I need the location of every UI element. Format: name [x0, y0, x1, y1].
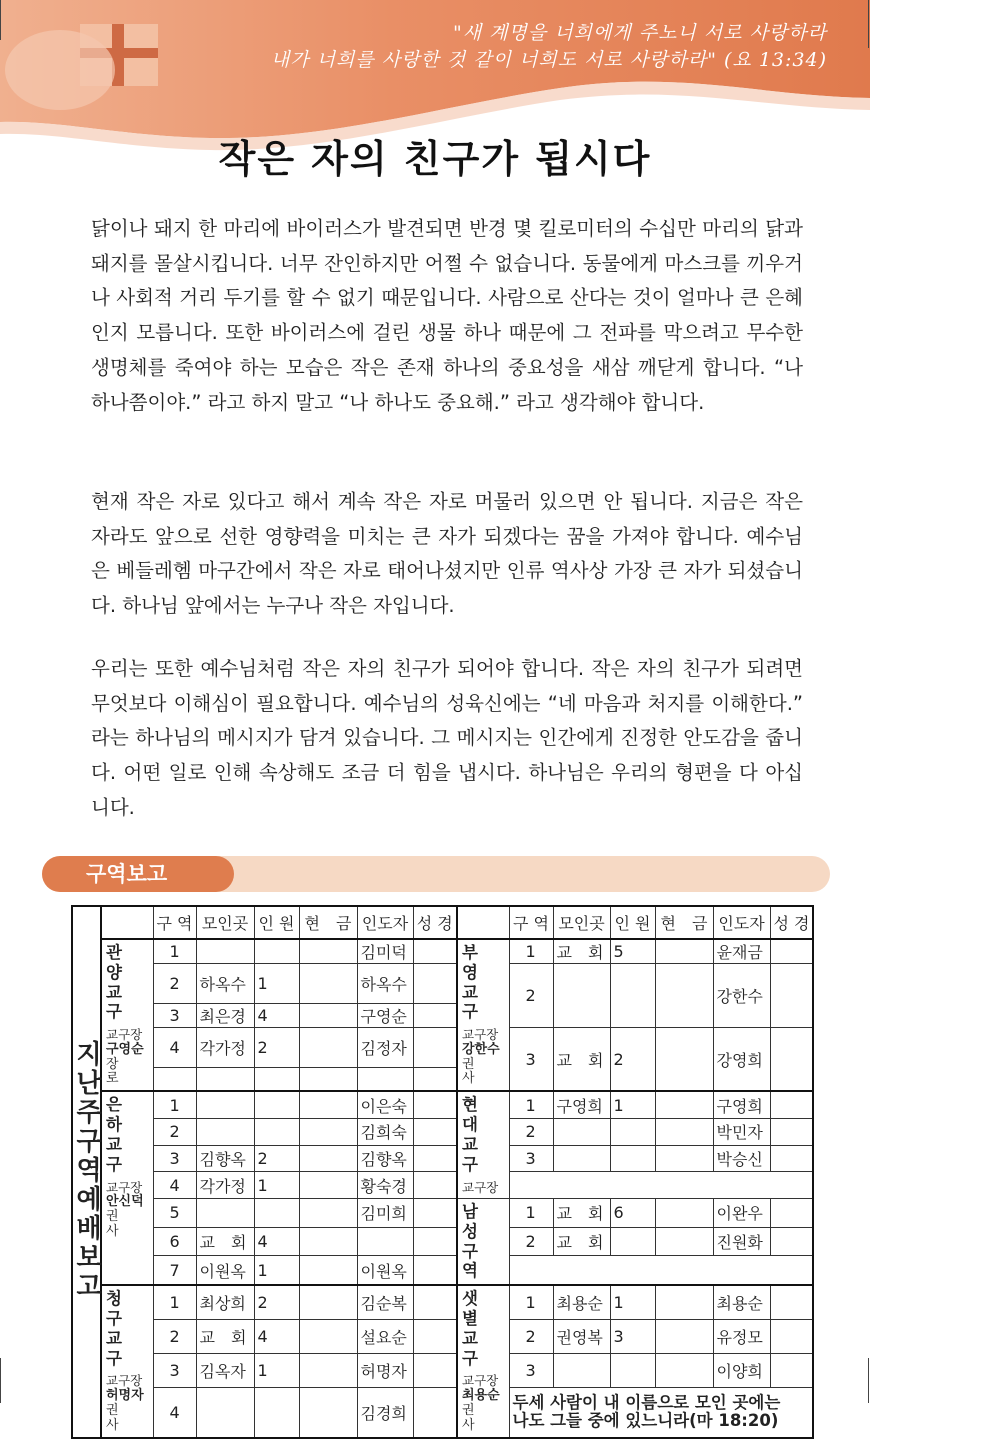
district-cell — [457, 939, 509, 1091]
left-cell-bible — [413, 1172, 457, 1199]
district-leader-name: 최용순 — [462, 1387, 500, 1403]
left-cell-bible — [413, 1028, 457, 1068]
left-cell-no: 3 — [153, 1353, 196, 1387]
page-title: 작은 자의 친구가 됩시다 — [218, 137, 652, 181]
left-cell-count: 1 — [254, 1256, 299, 1285]
table-row — [72, 1256, 813, 1285]
left-cell-money — [299, 1091, 357, 1118]
right-cell-count: 1 — [610, 1091, 655, 1118]
left-cell-count: 4 — [254, 1227, 299, 1256]
left-cell-no: 4 — [153, 1028, 196, 1068]
left-cell-guide: 하옥수 — [357, 964, 413, 1004]
bible-motto-line-2: 나도 그들 중에 있느니라(마 18:20) — [512, 1411, 779, 1431]
left-cell-guide: 김미희 — [357, 1198, 413, 1227]
district-name: 관 양 교 구 — [106, 943, 128, 1022]
left-cell-no: 7 — [153, 1256, 196, 1285]
right-cell-count: 6 — [610, 1198, 655, 1227]
left-cell-money — [299, 964, 357, 1004]
district-leader-rank: 권 사 — [106, 1208, 129, 1239]
column-header: 구 역 — [153, 906, 196, 939]
left-cell-count — [254, 1198, 299, 1227]
frame-line-right-top — [868, 0, 869, 48]
right-cell-place — [553, 964, 610, 1028]
left-cell-money — [299, 1227, 357, 1256]
district-leader-rank: 권 사 — [462, 1402, 485, 1433]
left-cell-guide: 김향옥 — [357, 1145, 413, 1172]
district-cell — [101, 1285, 153, 1437]
district-leader-title: 교구장 — [462, 1373, 499, 1389]
right-cell-count: 5 — [610, 939, 655, 964]
district-name: 샛 별 교 구 — [462, 1289, 484, 1368]
right-blank-row — [509, 1172, 813, 1199]
right-cell-guide: 진원화 — [713, 1227, 770, 1256]
column-header: 인도자 — [713, 906, 770, 939]
column-header: 인도자 — [357, 906, 413, 939]
right-cell-bible — [770, 1119, 813, 1146]
left-cell-money — [299, 939, 357, 964]
table-row — [72, 1091, 813, 1118]
district-cell — [457, 1198, 509, 1285]
district-leader-name: 허명자 — [106, 1387, 144, 1403]
left-cell-guide — [357, 1068, 413, 1092]
left-cell-money — [299, 1119, 357, 1146]
left-cell-bible — [413, 1119, 457, 1146]
left-cell-place: 김향옥 — [196, 1145, 254, 1172]
left-cell-place: 김옥자 — [196, 1353, 254, 1387]
left-cell-bible — [413, 1319, 457, 1353]
left-cell-place — [196, 1091, 254, 1118]
side-label-text: 지난주 구역예배보고 — [76, 1040, 102, 1303]
left-cell-bible — [413, 1004, 457, 1028]
body-paragraph-3: 우리는 또한 예수님처럼 작은 자의 친구가 되어야 합니다. 작은 자의 친구가 되려면 무엇보다 이해심이 필요합니다. 예수님의 성육신에는 “네 마음과 처지를 이해한다.” 라는 하나님의 메시지가 담겨 있습니다. 그 메시지는 인간에게 진정한 안도감을 줍니다. 어떤 일로 인해 속상해도 조금 더 힘을 냅시다. 하나님은 우리의 형편을 다 아십니다. — [91, 657, 803, 819]
frame-line-left-bottom — [0, 1358, 1, 1403]
district-leader-title: 교구장 — [106, 1027, 143, 1043]
left-cell-count — [254, 1119, 299, 1146]
right-cell-bible — [770, 1227, 813, 1256]
left-cell-money — [299, 1068, 357, 1092]
table-row — [72, 1227, 813, 1256]
district-name: 현 대 교 구 — [462, 1095, 484, 1174]
left-cell-money — [299, 1198, 357, 1227]
right-cell-no: 3 — [509, 1145, 553, 1172]
left-cell-money — [299, 1319, 357, 1353]
right-cell-money — [655, 1319, 713, 1353]
left-cell-count: 2 — [254, 1285, 299, 1319]
left-cell-count: 1 — [254, 1172, 299, 1199]
column-header: 현 금 — [655, 906, 713, 939]
right-cell-guide: 이완우 — [713, 1198, 770, 1227]
left-cell-guide: 이원옥 — [357, 1256, 413, 1285]
right-cell-no: 1 — [509, 1091, 553, 1118]
left-cell-place: 이원옥 — [196, 1256, 254, 1285]
right-cell-count — [610, 1353, 655, 1387]
right-cell-no: 3 — [509, 1028, 553, 1092]
district-leader-name: 강한수 — [462, 1041, 500, 1057]
left-cell-bible — [413, 1388, 457, 1438]
right-blank-row — [509, 1256, 813, 1285]
column-header: 구 역 — [509, 906, 553, 939]
right-cell-money — [655, 1145, 713, 1172]
right-cell-no: 1 — [509, 939, 553, 964]
right-cell-money — [655, 1353, 713, 1387]
district-cell — [457, 1285, 509, 1437]
district-leader-rank: 장 로 — [106, 1056, 129, 1087]
right-cell-guide: 이양희 — [713, 1353, 770, 1387]
left-cell-no: 4 — [153, 1388, 196, 1438]
left-cell-place — [196, 1119, 254, 1146]
right-cell-bible — [770, 1353, 813, 1387]
table-row — [72, 1145, 813, 1172]
left-cell-count — [254, 939, 299, 964]
right-cell-no: 2 — [509, 1227, 553, 1256]
left-cell-guide — [357, 1227, 413, 1256]
left-cell-guide: 김경희 — [357, 1388, 413, 1438]
bible-motto-line-1: 두세 사람이 내 이름으로 모인 곳에는 — [512, 1393, 781, 1413]
column-header: 인 원 — [610, 906, 655, 939]
district-cell — [101, 939, 153, 1091]
header-blank-left — [101, 906, 153, 939]
left-cell-bible — [413, 1353, 457, 1387]
right-cell-guide: 윤재금 — [713, 939, 770, 964]
left-cell-no — [153, 1068, 196, 1092]
left-cell-place: 각가정 — [196, 1172, 254, 1199]
left-cell-guide: 김희숙 — [357, 1119, 413, 1146]
left-cell-money — [299, 1388, 357, 1438]
left-cell-count: 4 — [254, 1319, 299, 1353]
column-header: 현 금 — [299, 906, 357, 939]
left-cell-bible — [413, 1145, 457, 1172]
right-cell-place: 교 회 — [553, 939, 610, 964]
left-cell-count: 1 — [254, 964, 299, 1004]
left-cell-place: 교 회 — [196, 1319, 254, 1353]
left-cell-money — [299, 1353, 357, 1387]
right-cell-place: 교 회 — [553, 1198, 610, 1227]
left-cell-count — [254, 1068, 299, 1092]
right-cell-no: 2 — [509, 1319, 553, 1353]
left-cell-place — [196, 1388, 254, 1438]
district-leader-title: 교구장 — [106, 1179, 143, 1195]
column-header: 모인곳 — [553, 906, 610, 939]
left-cell-money — [299, 1256, 357, 1285]
right-cell-no: 3 — [509, 1353, 553, 1387]
right-cell-guide: 구영희 — [713, 1091, 770, 1118]
left-cell-place: 하옥수 — [196, 964, 254, 1004]
left-cell-guide: 김정자 — [357, 1028, 413, 1068]
right-cell-money — [655, 964, 713, 1028]
right-cell-count: 2 — [610, 1028, 655, 1092]
right-cell-place: 권영복 — [553, 1319, 610, 1353]
left-cell-bible — [413, 1227, 457, 1256]
left-cell-guide: 구영순 — [357, 1004, 413, 1028]
district-leader-title: 교구장 — [106, 1373, 143, 1389]
body-paragraph-2: 현재 작은 자로 있다고 해서 계속 작은 자로 머물러 있으면 안 됩니다. 지금은 작은 자라도 앞으로 선한 영향력을 미치는 큰 자가 되겠다는 꿈을 가져야 합니다. 예수님은 베들레헴 마구간에서 작은 자로 태어나셨지만 인류 역사상 가장 큰 자가 되셨습니다. 하나님 앞에서는 누구나 작은 자입니다. — [91, 490, 803, 618]
left-cell-count: 1 — [254, 1353, 299, 1387]
section-header-label: 구역보고 — [42, 856, 234, 892]
district-cell — [457, 1091, 509, 1198]
left-cell-no: 5 — [153, 1198, 196, 1227]
district-name: 남 성 구 역 — [462, 1201, 484, 1281]
left-cell-guide: 김미덕 — [357, 939, 413, 964]
right-cell-money — [655, 1091, 713, 1118]
right-cell-bible — [770, 964, 813, 1028]
table-header-row — [72, 906, 813, 939]
left-cell-place: 교 회 — [196, 1227, 254, 1256]
right-cell-money — [655, 1227, 713, 1256]
left-cell-money — [299, 1285, 357, 1319]
left-cell-place: 최은경 — [196, 1004, 254, 1028]
table-row — [72, 1353, 813, 1387]
right-cell-place: 최용순 — [553, 1285, 610, 1319]
left-cell-no: 2 — [153, 1319, 196, 1353]
left-cell-money — [299, 1004, 357, 1028]
left-cell-no: 6 — [153, 1227, 196, 1256]
left-cell-no: 1 — [153, 1285, 196, 1319]
table-row — [72, 1319, 813, 1353]
right-cell-guide: 유정모 — [713, 1319, 770, 1353]
table-row — [72, 939, 813, 964]
bible-motto — [509, 1388, 813, 1438]
right-cell-bible — [770, 1198, 813, 1227]
right-cell-place: 교 회 — [553, 1028, 610, 1092]
right-cell-place: 교 회 — [553, 1227, 610, 1256]
right-cell-money — [655, 1198, 713, 1227]
left-cell-place — [196, 1068, 254, 1092]
left-cell-bible — [413, 964, 457, 1004]
table-row — [72, 1028, 813, 1068]
right-cell-no: 2 — [509, 964, 553, 1028]
header-verse-line-1: "새 계명을 너희에게 주노니 서로 사랑하라 — [453, 22, 827, 44]
side-label — [72, 906, 101, 1438]
left-cell-guide: 허명자 — [357, 1353, 413, 1387]
header-blank-right — [457, 906, 509, 939]
left-cell-bible — [413, 1285, 457, 1319]
left-cell-no: 1 — [153, 1091, 196, 1118]
right-cell-bible — [770, 939, 813, 964]
column-header: 성 경 — [770, 906, 813, 939]
left-cell-money — [299, 1172, 357, 1199]
right-cell-count — [610, 1145, 655, 1172]
district-name: 부 영 교 구 — [462, 943, 484, 1022]
table-row — [72, 964, 813, 1004]
left-cell-place: 최상희 — [196, 1285, 254, 1319]
right-cell-bible — [770, 1091, 813, 1118]
district-leader-rank: 권 사 — [462, 1056, 485, 1087]
left-cell-no: 3 — [153, 1004, 196, 1028]
body-paragraph-1: 닭이나 돼지 한 마리에 바이러스가 발견되면 반경 몇 킬로미터의 수십만 마리의 닭과 돼지를 몰살시킵니다. 너무 잔인하지만 어쩔 수 없습니다. 동물에게 마스크를 끼우거나 사회적 거리 두기를 할 수 없기 때문입니다. 사람으로 산다는 것이 얼마나 큰 은혜인지 모릅니다. 또한 바이러스에 걸린 생물 하나 때문에 그 전파를 막으려고 무수한 생명체를 죽여야 하는 모습은 작은 존재 하나의 중요성을 새삼 깨닫게 합니다. “나 하나쯤이야.” 라고 하지 말고 “나 하나도 중요해.” 라고 생각해야 합니다. — [91, 217, 803, 414]
left-cell-count — [254, 1388, 299, 1438]
district-cell — [101, 1091, 153, 1285]
left-cell-bible — [413, 1068, 457, 1092]
right-cell-guide: 박승신 — [713, 1145, 770, 1172]
right-cell-count — [610, 1119, 655, 1146]
district-name: 청 구 교 구 — [106, 1289, 128, 1368]
left-cell-bible — [413, 1198, 457, 1227]
left-cell-no: 2 — [153, 1119, 196, 1146]
left-cell-place: 각가정 — [196, 1028, 254, 1068]
column-header: 인 원 — [254, 906, 299, 939]
left-cell-no: 2 — [153, 964, 196, 1004]
header-verse-line-2: 내가 너희를 사랑한 것 같이 너희도 서로 사랑하라" (요 13:34) — [270, 49, 827, 71]
left-cell-place — [196, 939, 254, 964]
district-leader-title: 교구장 — [462, 1179, 499, 1195]
frame-line-left-top — [0, 0, 1, 40]
frame-line-right-bottom — [868, 1358, 869, 1403]
column-header: 성 경 — [413, 906, 457, 939]
district-leader-title: 교구장 — [462, 1027, 499, 1043]
left-cell-no: 3 — [153, 1145, 196, 1172]
right-cell-count: 1 — [610, 1285, 655, 1319]
left-cell-guide: 이은숙 — [357, 1091, 413, 1118]
left-cell-bible — [413, 1256, 457, 1285]
left-cell-no: 4 — [153, 1172, 196, 1199]
district-leader-name: 안신덕 — [106, 1193, 144, 1209]
left-cell-money — [299, 1145, 357, 1172]
right-cell-guide: 박민자 — [713, 1119, 770, 1146]
right-cell-money — [655, 1285, 713, 1319]
right-cell-place — [553, 1119, 610, 1146]
right-cell-money — [655, 1028, 713, 1092]
left-cell-guide: 김순복 — [357, 1285, 413, 1319]
table-row — [72, 1198, 813, 1227]
left-cell-no: 1 — [153, 939, 196, 964]
right-cell-place — [553, 1353, 610, 1387]
table-row — [72, 1285, 813, 1319]
table-row — [72, 1388, 813, 1438]
right-cell-bible — [770, 1028, 813, 1092]
district-name: 은 하 교 구 — [106, 1095, 128, 1174]
right-cell-bible — [770, 1319, 813, 1353]
left-cell-count: 4 — [254, 1004, 299, 1028]
right-cell-guide: 강영희 — [713, 1028, 770, 1092]
left-cell-count: 2 — [254, 1028, 299, 1068]
left-cell-count — [254, 1091, 299, 1118]
right-cell-bible — [770, 1145, 813, 1172]
right-cell-count — [610, 1227, 655, 1256]
district-report-table — [71, 905, 814, 1439]
left-cell-place — [196, 1198, 254, 1227]
left-cell-bible — [413, 939, 457, 964]
left-cell-guide: 설요순 — [357, 1319, 413, 1353]
right-cell-guide: 최용순 — [713, 1285, 770, 1319]
right-cell-money — [655, 1119, 713, 1146]
district-leader-name: 구영순 — [106, 1041, 144, 1057]
right-cell-place — [553, 1145, 610, 1172]
right-cell-no: 1 — [509, 1285, 553, 1319]
right-cell-money — [655, 939, 713, 964]
table-row — [72, 1119, 813, 1146]
right-cell-guide: 강한수 — [713, 964, 770, 1028]
left-cell-bible — [413, 1091, 457, 1118]
right-cell-bible — [770, 1285, 813, 1319]
left-cell-guide: 황숙경 — [357, 1172, 413, 1199]
column-header: 모인곳 — [196, 906, 254, 939]
right-cell-no: 2 — [509, 1119, 553, 1146]
right-cell-no: 1 — [509, 1198, 553, 1227]
table-row — [72, 1172, 813, 1199]
right-cell-count — [610, 964, 655, 1028]
left-cell-money — [299, 1028, 357, 1068]
left-cell-count: 2 — [254, 1145, 299, 1172]
right-cell-count: 3 — [610, 1319, 655, 1353]
district-leader-rank: 권 사 — [106, 1402, 129, 1433]
right-cell-place: 구영희 — [553, 1091, 610, 1118]
